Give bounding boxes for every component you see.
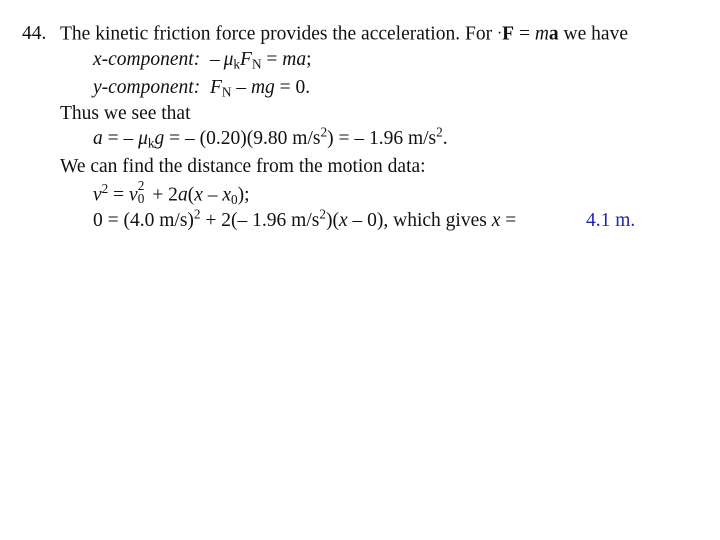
accel-value: – 1.96 m/s bbox=[354, 128, 437, 149]
problem-intro: The kinetic friction force provides the acceleration. For bbox=[60, 23, 493, 45]
problem-number: 44. bbox=[22, 23, 47, 44]
y-component-equation: y-component: $F_N$ – mg = 0. bbox=[93, 77, 311, 100]
x-component-label: x-component: bbox=[93, 49, 201, 70]
mu-value: (0.20) bbox=[199, 128, 247, 149]
problem-intro-tail: we have bbox=[563, 23, 628, 45]
thus-text: Thus we see that bbox=[60, 103, 191, 124]
acceleration-equation: a = – $\mu_kg$ = – (0.20)(9.80 $m/s^2$) = – 1.96 $m/s^2$. bbox=[93, 124, 448, 151]
accel-term: 2(– 1.96 m/s bbox=[221, 210, 320, 231]
solution-equation: 0 = (4.0 m/s)$^2$ + 2(– 1.96 $m/s^2)(x - 0)$, which gives x = bbox=[93, 206, 517, 231]
y-component-label: y-component: bbox=[93, 77, 201, 98]
distance-text: We can find the distance from the motion data: bbox=[60, 156, 426, 177]
kinematics-equation: $v^2 = v$ 2 0 + $2a(x - x_0)$; bbox=[93, 177, 250, 207]
g-value: (9.80 m/s bbox=[246, 128, 321, 149]
which-gives-text: which gives bbox=[393, 210, 487, 231]
answer-value: 4.1 m. bbox=[586, 210, 636, 231]
initial-speed-term: (4.0 m/s) bbox=[123, 210, 194, 231]
x-component-equation: x-component: – $\mu_kF_N$ = ma; bbox=[93, 49, 312, 72]
